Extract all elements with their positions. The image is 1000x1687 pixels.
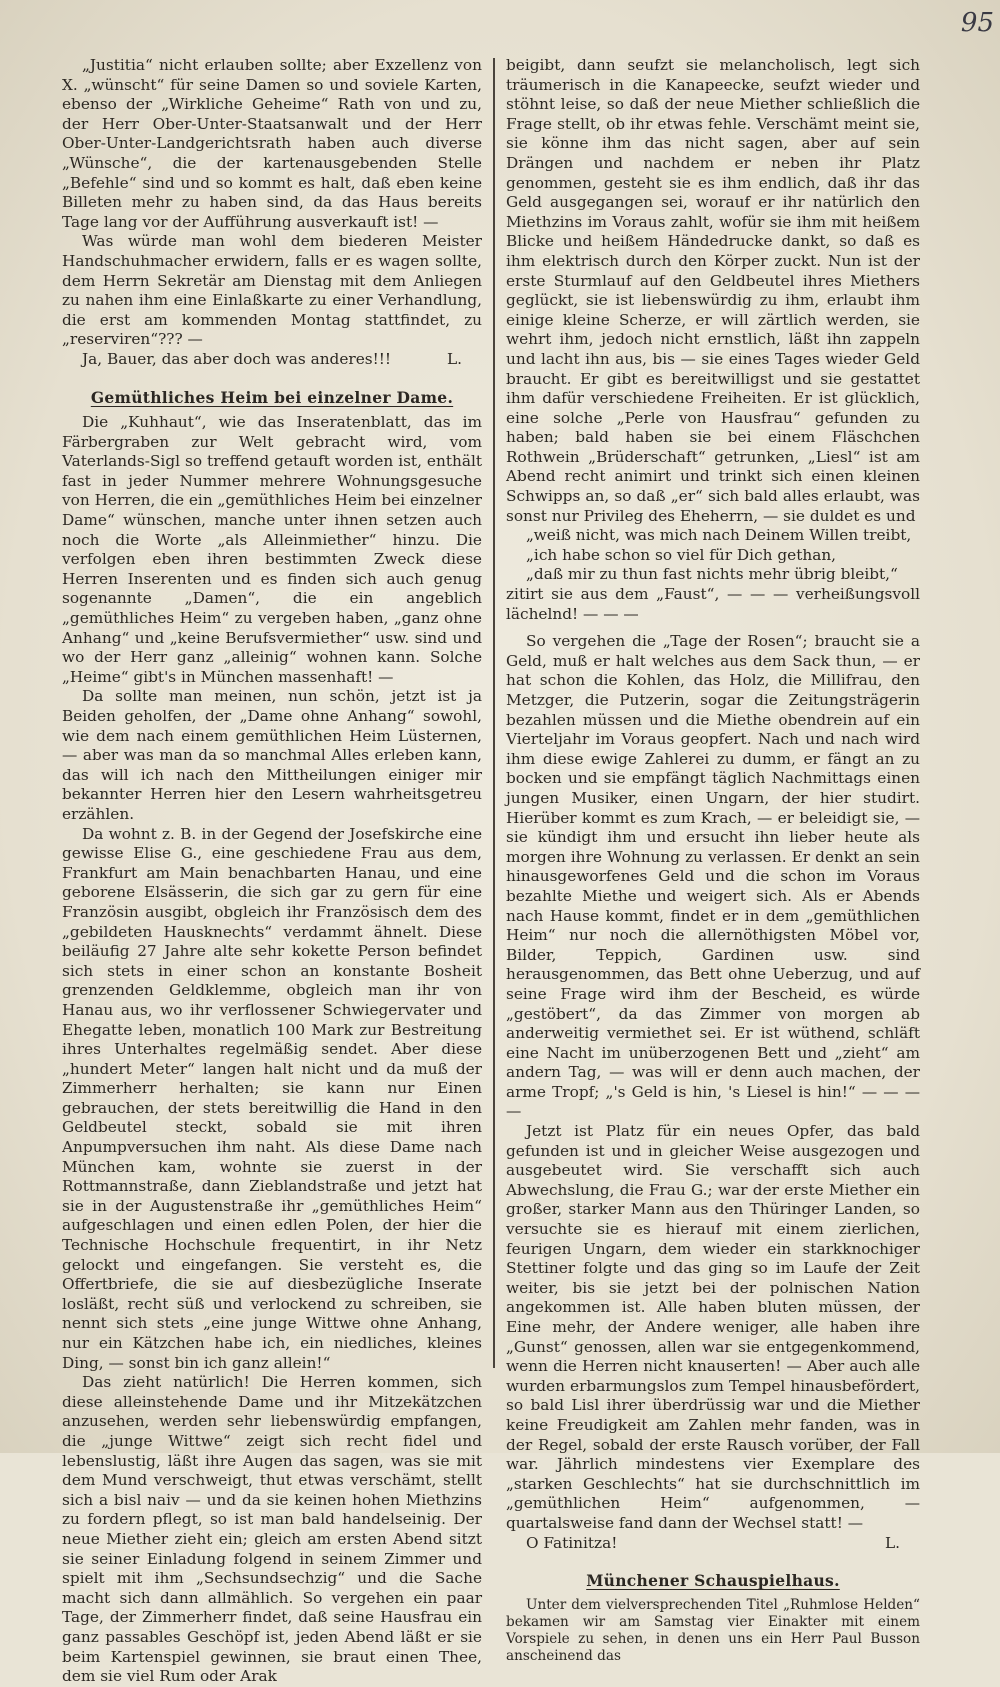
left-paragraph-1: „Justitia“ nicht erlauben sollte; aber Exzellenz von X. „wünscht“ für seine Damen so und soviele Karten, ebenso der „Wirkliche Geheime“ Rath von und zu, der Herr Ober-Unter-Staatsanwalt und der Herr Ober-Unter-Landgerichtsrath haben auch diverse „Wünsche“, die der kartenausgebenden Stelle „Befehle“ sind und so kommt es halt, daß eben keine Billeten mehr zu haben sind, da das Haus bereits Tage lang vor der Aufführung ausverkauft ist! —	[62, 56, 482, 231]
signature-text-1: Ja, Bauer, das aber doch was anderes!!!	[82, 349, 392, 368]
signature-author-2: L.	[884, 1533, 900, 1552]
signature-line-1	[62, 350, 482, 370]
verse-line-3: „daß mir zu thun fast nichts mehr übrig bleibt,“	[526, 565, 898, 584]
left-paragraph-6: Das zieht natürlich! Die Herren kommen, sich diese alleinstehende Dame und ihr Mitzekätzchen anzusehen, werden sehr liebenswürdig empfangen, die „junge Wittwe“ zeigt sich recht fidel und lebenslustig, läßt ihre Augen das sagen, was sie mit dem Mund verschweigt, thut etwas verschämt, stellt sich a bisl naiv — und da sie keinen hohen Miethzins zu fordern pflegt, so ist man bald handelseinig. Der neue Miether zieht ein; gleich am ersten Abend sitzt sie seiner Einladung folgend in seinem Zimmer und spielt mit ihm „Sechsundsechzig“ und die Sache macht sich dann allmählich. So vergehen ein paar Tage, der Zimmerherr findet, daß seine Hausfrau ein ganz passables Geschöpf ist, jeden Abend läßt er sie beim Kartenspiel gewinnen, sie braut einen Thee, dem sie viel Rum oder Arak	[62, 1373, 482, 1686]
right-paragraph-2: So vergehen die „Tage der Rosen“; braucht sie a Geld, muß er halt welches aus dem Sack thun, — er hat schon die Kohlen, das Holz, die Millifrau, den Metzger, die Putzerin, sogar die Zeitungsträgerin bezahlen müssen und die Miethe obendrein auf ein Vierteljahr im Voraus geopfert. Nach und nach wird ihm diese ewige Zahlerei zu dumm, er fängt an zu bocken und sie empfängt täglich Nachmittags einen jungen Musiker, einen Ungarn, der hier studirt. Hierüber kommt es zum Krach, — er beleidigt sie, — sie kündigt ihm und ersucht ihn lieber heute als morgen ihre Wohnung zu verlassen. Er denkt an sein hinausgeworfenes Geld und die schon im Voraus bezahlte Miethe und weigert sich. Als er Abends nach Hause kommt, findet er in dem „gemüthlichen Heim“ nur noch die allernöthigsten Möbel vor, Bilder, Teppich, Gardinen usw. sind herausgenommen, das Bett ohne Ueberzug, und auf seine Frage wird ihm der Bescheid, es würde „gestöbert“, da das Zimmer von morgen ab anderweitig vermiethet sei. Er ist wüthend, schläft eine Nacht im unüberzogenen Bett und „zieht“ am andern Tag, — was will er denn auch machen, der arme Tropf; „'s Geld is hin, 's Liesel is hin!“ — — — —	[506, 632, 920, 1121]
verse-tail: zitirt sie aus dem „Faust“, — — — verheißungsvoll lächelnd! — — —	[506, 585, 920, 623]
right-column	[506, 56, 920, 1665]
left-paragraph-5: Da wohnt z. B. in der Gegend der Josefskirche eine gewisse Elise G., eine geschiedene Frau aus dem, Frankfurt am Main benachbarten Hanau, und eine geborene Elsässerin, die sich gar zu gern für eine Französin ausgibt, obgleich ihr Französisch dem des „gebildeten Hausknechts“ verdammt ähnelt. Diese beiläufig 27 Jahre alte sehr kokette Person befindet sich stets in einer schon an konstante Bosheit grenzenden Geldklemme, obgleich man ihr von Hanau aus, wo ihr verflossener Schwiegervater und Ehegatte leben, monatlich 100 Mark zur Bestreitung ihres Unterhaltes regelmäßig sendet. Aber diese „hundert Meter“ langen halt nicht und da muß der Zimmerherr herhalten; sie kann nur Einen gebrauchen, der stets bereitwillig die Hand in den Geldbeutel steckt, sobald sie mit ihren Anpumpversuchen ihm naht. Als diese Dame nach München kam, wohnte sie zuerst in der Rottmannstraße, dann Zieblandstraße und jetzt hat sie in der Augustenstraße ihr „gemüthliches Heim“ aufgeschlagen und einen edlen Polen, der hier die Technische Hochschule frequentirt, in ihr Netz gelockt und eingefangen. Sie versteht es, die Offertbriefe, die sie auf diesbezügliche Inserate losläßt, recht süß und verlockend zu schreiben, sie nennt sich stets „eine junge Wittwe ohne Anhang, nur ein Kätzchen habe ich, ein niedliches, kleines Ding, — sonst bin ich ganz allein!“	[62, 824, 482, 1372]
signature-author-1: L.	[446, 349, 462, 368]
signature-text-2: O Fatinitza!	[526, 1533, 618, 1552]
article-heading-gemuethliches-heim: Gemüthliches Heim bei einzelner Dame.	[90, 387, 454, 407]
left-paragraph-2: Was würde man wohl dem biederen Meister Handschuhmacher erwidern, falls er es wagen sollte, dem Herrn Sekretär am Dienstag mit dem Anliegen zu nahen ihm eine Einlaßkarte zu einer Verhandlung, die erst am kommenden Montag stattfindet, zu „reserviren“??? —	[62, 232, 482, 349]
spacer	[506, 624, 920, 632]
right-paragraph-3: Jetzt ist Platz für ein neues Opfer, das bald gefunden ist und in gleicher Weise ausgezogen und ausgebeutet wird. Sie verschafft sich auch Abwechslung, die Frau G.; war der erste Miether ein großer, starker Mann aus den Thüringer Landen, so versuchte sie es hierauf mit einem zierlichen, feurigen Ungarn, dem wieder ein starkknochiger Stettiner folgte und das ging so im Laufe der Zeit weiter, bis sie jetzt bei der polnischen Nation angekommen ist. Alle haben bluten müssen, der Eine mehr, der Andere weniger, alle haben ihre „Gunst“ genossen, allen war sie entgegenkommend, wenn die Herren nicht knauserten! — Aber auch alle wurden erbarmungslos zum Tempel hinausbefördert, so bald Lisl ihrer überdrüssig war und die Miether keine Freudigkeit am Zahlen mehr fanden, was in der Regel, sobald der erste Rausch vorüber, der Fall war. Jährlich mindestens vier Exemplare des „starken Geschlechts“ hat sie durchschnittlich im „gemüthlichen Heim“ aufgenommen, — quartalsweise fand dann der Wechsel statt! —	[506, 1122, 920, 1532]
left-column	[62, 56, 482, 1687]
verse-line-2: „ich habe schon so viel für Dich gethan,	[526, 545, 837, 564]
article-heading-schauspielhaus: Münchener Schauspielhaus.	[586, 1571, 840, 1591]
verse-line-1: „weiß nicht, was mich nach Deinem Willen treibt,	[526, 526, 912, 545]
right-paragraph-1: beigibt, dann seufzt sie melancholisch, legt sich träumerisch in die Kanapeecke, seufzt wieder und stöhnt leise, so daß der neue Miether schließlich die Frage stellt, ob ihr etwas fehle. Verschämt meint sie, sie könne ihm das nicht sagen, aber auf sein Drängen und nachdem er neben ihr Platz genommen, gesteht sie es ihm endlich, daß ihr das Geld ausgegangen sei, worauf er ihr natürlich den Miethzins im Voraus zahlt, wofür sie ihm mit heißem Blicke und heißem Händedrucke dankt, so daß es ihm elektrisch durch den Körper zuckt. Nun ist der erste Sturmlauf auf den Geldbeutel ihres Miethers geglückt, sie ist liebenswürdig zu ihm, erlaubt ihm einige kleine Scherze, er will zärtlich werden, sie wehrt ihm, jedoch nicht ernstlich, läßt ihn zappeln und lacht ihn aus, bis — sie eines Tages wieder Geld braucht. Er gibt es bereitwilligst und sie gestattet ihm dafür verschiedene Freiheiten. Er ist glücklich, eine solche „Perle von Hausfrau“ gefunden zu haben; bald haben sie bei einem Fläschchen Rothwein „Brüderschaft“ getrunken, „Liesl“ ist am Abend recht animirt und trinkt sich einen kleinen Schwipps an, so daß „er“ sich bald alles erlaubt, was sonst nur Privileg des Eheherrn, — sie duldet es und	[506, 56, 920, 525]
signature-line-2	[506, 1534, 920, 1554]
right-paragraph-4: Unter dem vielversprechenden Titel „Ruhmlose Helden“ bekamen wir am Samstag vier Einakter mit einem Vorspiele zu sehen, in denen uns ein Herr Paul Busson anscheinend das	[506, 1596, 920, 1664]
page-number: 95	[960, 8, 994, 38]
left-paragraph-3: Die „Kuhhaut“, wie das Inseratenblatt, das im Färbergraben zur Welt gebracht wird, vom Vaterlands-Sigl so treffend getauft worden ist, enthält fast in jeder Nummer mehrere Wohnungsgesuche von Herren, die ein „gemüthliches Heim bei einzelner Dame“ wünschen, manche unter ihnen setzen auch noch die Worte „als Alleinmiether“ hinzu. Die verfolgen eben ihren bestimmten Zweck diese Herren Inserenten und es finden sich auch genug sogenannte „Damen“, die ein angeblich „gemüthliches Heim“ zu vergeben haben, „ganz ohne Anhang“ und „keine Berufsvermiether“ usw. sind und wo der Herr ganz „alleinig“ wohnen kann. Solche „Heime“ gibt's in München massenhaft! —	[62, 413, 482, 686]
column-divider	[493, 58, 495, 1368]
left-paragraph-4: Da sollte man meinen, nun schön, jetzt ist ja Beiden geholfen, der „Dame ohne Anhang“ sowohl, wie dem nach einem gemüthlichen Heim Lüsternen, — aber was man da so manchmal Alles erleben kann, das will ich nach den Mittheilungen einiger mir bekannter Herren hier den Lesern wahrheitsgetreu erzählen.	[62, 687, 482, 823]
